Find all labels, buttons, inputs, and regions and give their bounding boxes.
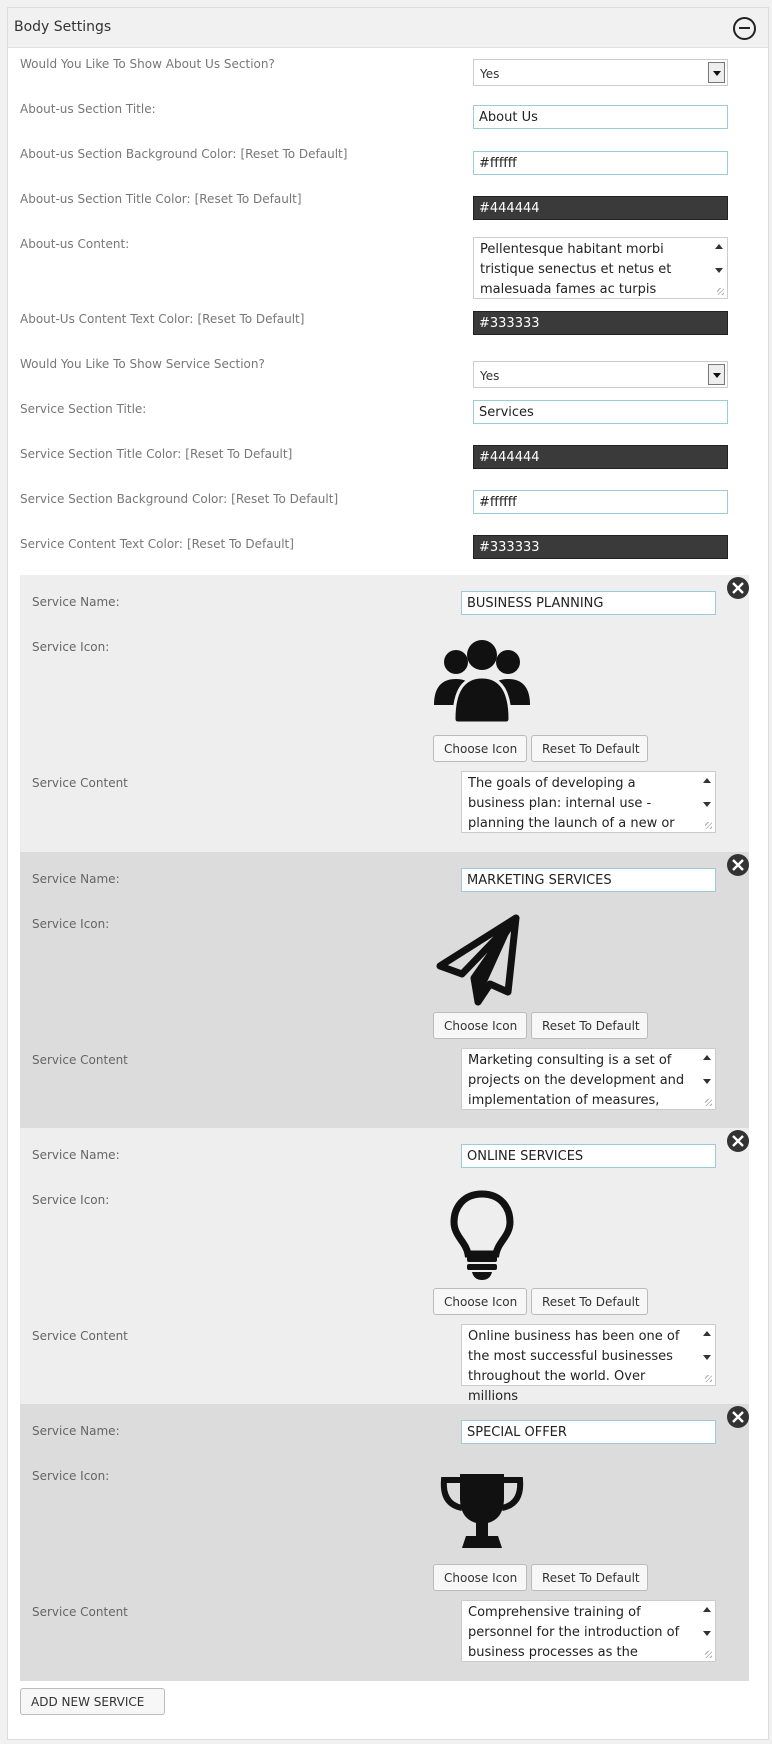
service-icon-label: Service Icon: [32,1193,110,1207]
service-bg-label-text: Service Section Background Color: [20,492,228,506]
service-name-label: Service Name: [32,1424,120,1438]
reset-icon-button[interactable]: Reset To Default [531,1564,648,1591]
service-item [20,852,749,1129]
collapse-icon[interactable] [733,17,756,40]
about-title-input[interactable]: About Us [473,105,728,129]
service-content-text: Comprehensive training of personnel for the introduction of business processes as the [468,1605,680,1660]
textarea-scrollbar[interactable] [701,1603,713,1659]
about-content-textarea[interactable] [473,237,728,299]
paper-plane-icon [432,912,532,1007]
about-bg-reset-link[interactable]: [Reset To Default] [240,147,348,161]
about-title-label: About-us Section Title: [20,102,156,116]
about-title-color-reset-link[interactable]: [Reset To Default] [194,192,302,206]
reset-icon-button[interactable]: Reset To Default [531,1288,648,1315]
service-bg-reset-link[interactable]: [Reset To Default] [231,492,339,506]
service-text-color-label-text: Service Content Text Color: [20,537,183,551]
service-name-label: Service Name: [32,872,120,886]
chevron-down-icon[interactable] [708,62,725,83]
service-title-color-input[interactable]: #444444 [473,445,728,469]
service-content-textarea[interactable] [461,1048,716,1110]
reset-icon-button[interactable]: Reset To Default [531,735,648,762]
service-item [20,1404,749,1681]
textarea-scrollbar[interactable] [713,240,725,296]
textarea-scrollbar[interactable] [701,1051,713,1107]
remove-service-icon[interactable] [727,577,749,599]
about-text-color-label-text: About-Us Content Text Color: [20,312,194,326]
service-bg-color-input[interactable]: #ffffff [473,490,728,514]
service-title-color-reset-link[interactable]: [Reset To Default] [185,447,293,461]
about-bg-color-input[interactable]: #ffffff [473,151,728,175]
about-title-color-input[interactable]: #444444 [473,196,728,220]
service-content-textarea[interactable] [461,771,716,833]
service-name-input[interactable]: MARKETING SERVICES [461,868,716,892]
chevron-down-icon[interactable] [708,364,725,385]
trophy-icon [432,1464,532,1559]
about-content-label: About-us Content: [20,237,130,251]
service-item [20,575,749,852]
service-text-color-reset-link[interactable]: [Reset To Default] [186,537,294,551]
about-bg-label-text: About-us Section Background Color: [20,147,237,161]
service-content-label: Service Content [32,776,128,790]
reset-icon-button[interactable]: Reset To Default [531,1012,648,1039]
service-text-color-label [20,537,294,551]
service-content-textarea[interactable] [461,1324,716,1404]
lightbulb-icon [432,1188,532,1283]
service-name-label: Service Name: [32,1148,120,1162]
remove-service-icon[interactable] [727,1130,749,1152]
service-title-input[interactable]: Services [473,400,728,424]
about-text-color-label [20,312,304,326]
about-content-text: Pellentesque habitant morbi tristique senectus et netus et malesuada fames ac turpis [480,242,672,297]
remove-service-icon[interactable] [727,1406,749,1428]
about-text-color-reset-link[interactable]: [Reset To Default] [197,312,305,326]
about-show-select[interactable] [473,59,728,86]
choose-icon-button[interactable]: Choose Icon [433,1564,527,1591]
panel-header[interactable] [8,8,768,48]
service-text-color-input[interactable]: #333333 [473,535,728,559]
textarea-scrollbar[interactable] [701,774,713,830]
about-title-color-label-text: About-us Section Title Color: [20,192,191,206]
service-content-text: The goals of developing a business plan: internal use - planning the launch of a new or [468,776,675,831]
about-title-color-label [20,192,302,206]
service-name-input[interactable]: ONLINE SERVICES [461,1144,716,1168]
service-content-label: Service Content [32,1605,128,1619]
service-show-label: Would You Like To Show Service Section? [20,357,265,371]
service-name-label: Service Name: [32,595,120,609]
service-content-text: Marketing consulting is a set of projects on the development and implementation of measures, [468,1053,685,1108]
users-group-icon [432,635,532,730]
service-icon-label: Service Icon: [32,917,110,931]
textarea-scrollbar[interactable] [701,1327,713,1383]
service-name-input[interactable]: BUSINESS PLANNING [461,591,716,615]
add-new-service-button[interactable]: ADD NEW SERVICE [20,1688,165,1715]
remove-service-icon[interactable] [727,854,749,876]
choose-icon-button[interactable]: Choose Icon [433,1288,527,1315]
about-bg-label [20,147,347,161]
service-content-label: Service Content [32,1053,128,1067]
service-item [20,1128,749,1405]
panel-title: Body Settings [14,19,112,35]
choose-icon-button[interactable]: Choose Icon [433,1012,527,1039]
service-icon-label: Service Icon: [32,1469,110,1483]
service-title-color-label [20,447,292,461]
about-show-value: Yes [480,67,500,81]
service-show-select[interactable] [473,361,728,388]
about-show-label: Would You Like To Show About Us Section? [20,57,275,71]
service-title-color-label-text: Service Section Title Color: [20,447,182,461]
service-content-text: Online business has been one of the most successful businesses throughout the world. Over millions [468,1329,680,1404]
choose-icon-button[interactable]: Choose Icon [433,735,527,762]
service-name-input[interactable]: SPECIAL OFFER [461,1420,716,1444]
service-icon-label: Service Icon: [32,640,110,654]
about-text-color-input[interactable]: #333333 [473,311,728,335]
service-content-textarea[interactable] [461,1600,716,1662]
service-bg-label [20,492,338,506]
service-content-label: Service Content [32,1329,128,1343]
service-title-label: Service Section Title: [20,402,147,416]
service-show-value: Yes [480,369,500,383]
